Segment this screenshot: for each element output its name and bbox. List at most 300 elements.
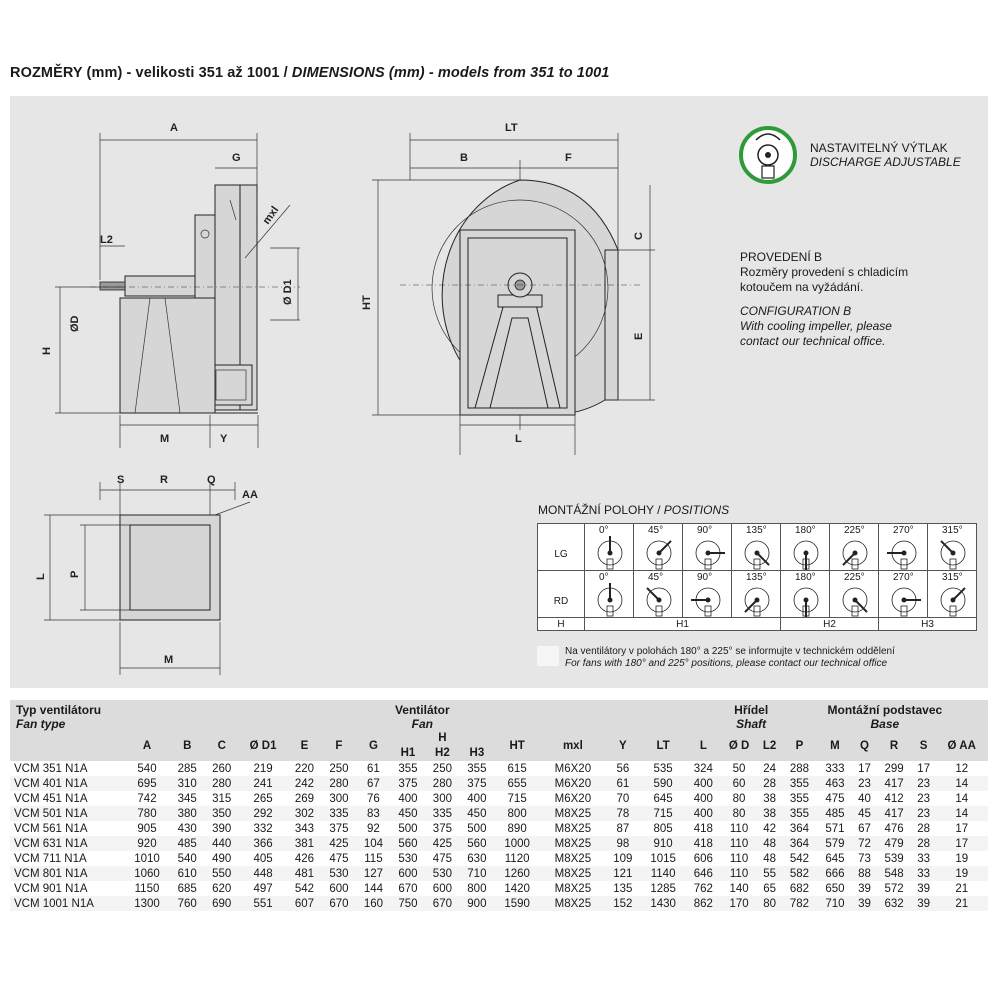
table-row <box>10 791 988 806</box>
table-cell: M8X25 <box>540 821 606 836</box>
table-cell: 355 <box>782 791 817 806</box>
table-cell: 1000 <box>494 836 540 851</box>
table-cell: 28 <box>912 836 936 851</box>
table-cell: M8X25 <box>540 866 606 881</box>
table-cell: 475 <box>817 791 852 806</box>
fan-type-cell: VCM 561 N1A <box>10 821 124 836</box>
col-G: G <box>356 731 390 761</box>
table-cell: 418 <box>686 836 720 851</box>
fan-type-cell: VCM 801 N1A <box>10 866 124 881</box>
table-cell: 67 <box>356 776 390 791</box>
table-cell: 115 <box>356 851 390 866</box>
table-cell: 762 <box>686 881 720 896</box>
table-cell: 335 <box>425 806 459 821</box>
table-cell: 140 <box>721 881 758 896</box>
table-cell: 670 <box>322 896 356 911</box>
table-cell: 890 <box>494 821 540 836</box>
table-cell: 280 <box>204 776 238 791</box>
col-H2: H2 <box>425 745 459 761</box>
fan-type-cell: VCM 501 N1A <box>10 806 124 821</box>
table-cell: 742 <box>124 791 170 806</box>
dimensions-table <box>10 700 988 911</box>
table-cell: 666 <box>817 866 852 881</box>
table-cell: 39 <box>912 881 936 896</box>
positions-note: Na ventilátory v polohách 180° a 225° se informujte v technickém oddělení For fans with 180° and 225° positions, please contact our technical office <box>565 646 895 669</box>
table-cell: 1285 <box>640 881 686 896</box>
row-label-lg: LG <box>538 524 585 571</box>
header-base: Montážní podstavec Base <box>782 700 988 731</box>
table-cell: 715 <box>494 791 540 806</box>
table-cell: 500 <box>460 821 494 836</box>
table-cell: 463 <box>817 776 852 791</box>
config-title-en: CONFIGURATION B <box>740 304 852 318</box>
pos-rd-0: 0° <box>585 571 634 618</box>
table-cell: 1150 <box>124 881 170 896</box>
side-view-drawing <box>41 122 300 448</box>
table-cell: 710 <box>460 866 494 881</box>
table-cell: 1120 <box>494 851 540 866</box>
table-cell: 14 <box>935 791 988 806</box>
table-cell: 375 <box>425 821 459 836</box>
table-cell: M8X25 <box>540 806 606 821</box>
table-cell: 540 <box>170 851 204 866</box>
table-cell: 710 <box>817 896 852 911</box>
table-cell: 72 <box>853 836 877 851</box>
table-cell: 315 <box>204 791 238 806</box>
table-cell: 542 <box>782 851 817 866</box>
table-cell: 481 <box>287 866 321 881</box>
table-cell: 50 <box>721 761 758 776</box>
table-cell: 1430 <box>640 896 686 911</box>
table-cell: 910 <box>640 836 686 851</box>
col-B: B <box>170 731 204 761</box>
table-cell: 632 <box>876 896 911 911</box>
table-cell: 67 <box>853 821 877 836</box>
col-F: F <box>322 731 356 761</box>
front-view-drawing <box>361 122 655 455</box>
col-HT: HT <box>494 731 540 761</box>
badge-text-cz: NASTAVITELNÝ VÝTLAK <box>810 141 948 155</box>
config-text-en-2: contact our technical office. <box>740 334 886 348</box>
table-cell: 440 <box>204 836 238 851</box>
table-cell: 450 <box>391 806 425 821</box>
note-box <box>537 646 559 666</box>
table-cell: 551 <box>239 896 287 911</box>
pos-rd-45: 45° <box>634 571 683 618</box>
fan-type-cell: VCM 451 N1A <box>10 791 124 806</box>
table-cell: 241 <box>239 776 287 791</box>
table-cell: 78 <box>606 806 640 821</box>
col-H1: H1 <box>391 745 425 761</box>
table-cell: M8X25 <box>540 881 606 896</box>
table-cell: 490 <box>204 851 238 866</box>
table-cell: 630 <box>460 851 494 866</box>
table-cell: 333 <box>817 761 852 776</box>
table-cell: 332 <box>239 821 287 836</box>
col-Y: Y <box>606 731 640 761</box>
table-cell: 650 <box>817 881 852 896</box>
table-cell: 343 <box>287 821 321 836</box>
table-cell: 12 <box>935 761 988 776</box>
label-D: ØD <box>69 315 81 332</box>
table-cell: 485 <box>170 836 204 851</box>
label-C: C <box>633 232 645 240</box>
table-cell: 417 <box>876 806 911 821</box>
fan-type-cell: VCM 1001 N1A <box>10 896 124 911</box>
label-M-side: M <box>160 433 170 445</box>
table-cell: 110 <box>721 836 758 851</box>
configuration-note <box>740 250 908 349</box>
positions-title: MONTÁŽNÍ POLOHY / POSITIONS <box>538 503 730 517</box>
table-cell: 48 <box>758 851 782 866</box>
pos-lg-45: 45° <box>634 524 683 571</box>
label-LT: LT <box>505 122 518 134</box>
table-cell: M6X20 <box>540 761 606 776</box>
table-row <box>10 821 988 836</box>
table-cell: 76 <box>356 791 390 806</box>
col-H-group: H <box>391 731 494 745</box>
col-H3: H3 <box>460 745 494 761</box>
table-cell: 572 <box>876 881 911 896</box>
table-cell: 1260 <box>494 866 540 881</box>
table-cell: 250 <box>322 761 356 776</box>
table-cell: 23 <box>853 776 877 791</box>
col-Q: Q <box>853 731 877 761</box>
table-cell: 17 <box>935 836 988 851</box>
table-cell: 355 <box>460 761 494 776</box>
table-cell: 19 <box>935 851 988 866</box>
table-cell: M8X25 <box>540 851 606 866</box>
table-cell: 750 <box>391 896 425 911</box>
label-P: P <box>69 570 81 578</box>
pos-lg-270: 270° <box>879 524 928 571</box>
pos-rd-90: 90° <box>683 571 732 618</box>
col-D: Ø D <box>721 731 758 761</box>
table-cell: 560 <box>391 836 425 851</box>
label-D1: Ø D1 <box>282 279 294 305</box>
col-LT: LT <box>640 731 686 761</box>
table-cell: 375 <box>322 821 356 836</box>
table-cell: 475 <box>425 851 459 866</box>
pos-rd-270: 270° <box>879 571 928 618</box>
label-H: H <box>41 347 53 355</box>
table-cell: 70 <box>606 791 640 806</box>
discharge-adjustable-icon <box>741 128 795 182</box>
table-cell: 109 <box>606 851 640 866</box>
pos-lg-135: 135° <box>732 524 781 571</box>
table-cell: 418 <box>686 821 720 836</box>
table-row <box>10 806 988 821</box>
table-cell: 560 <box>460 836 494 851</box>
table-cell: 65 <box>758 881 782 896</box>
table-cell: 670 <box>425 896 459 911</box>
table-cell: 45 <box>853 806 877 821</box>
table-cell: 800 <box>494 806 540 821</box>
table-cell: 1060 <box>124 866 170 881</box>
table-cell: 355 <box>391 761 425 776</box>
table-cell: 366 <box>239 836 287 851</box>
table-cell: 380 <box>170 806 204 821</box>
table-cell: 1140 <box>640 866 686 881</box>
table-cell: 905 <box>124 821 170 836</box>
table-cell: 900 <box>460 896 494 911</box>
table-cell: 479 <box>876 836 911 851</box>
table-cell: 862 <box>686 896 720 911</box>
table-cell: 40 <box>853 791 877 806</box>
table-cell: 540 <box>124 761 170 776</box>
table-row <box>10 761 988 776</box>
table-cell: 682 <box>782 881 817 896</box>
table-cell: 17 <box>935 821 988 836</box>
badge-text-en: DISCHARGE ADJUSTABLE <box>810 155 961 169</box>
table-cell: 28 <box>758 776 782 791</box>
table-cell: 87 <box>606 821 640 836</box>
label-L-front: L <box>515 433 522 445</box>
header-type: Typ ventilátoru Fan type <box>10 700 124 761</box>
col-A: A <box>124 731 170 761</box>
col-AA: Ø AA <box>935 731 988 761</box>
pos-rd-180: 180° <box>781 571 830 618</box>
table-cell: 530 <box>425 866 459 881</box>
table-cell: 430 <box>170 821 204 836</box>
table-cell: 23 <box>912 806 936 821</box>
table-cell: 571 <box>817 821 852 836</box>
table-cell: 500 <box>391 821 425 836</box>
table-cell: 310 <box>170 776 204 791</box>
table-cell: 73 <box>853 851 877 866</box>
table-cell: 56 <box>606 761 640 776</box>
label-S: S <box>117 474 125 486</box>
table-cell: 219 <box>239 761 287 776</box>
table-cell: 355 <box>782 776 817 791</box>
table-cell: 14 <box>935 806 988 821</box>
table-cell: 780 <box>124 806 170 821</box>
label-F: F <box>565 152 572 164</box>
fan-type-cell: VCM 631 N1A <box>10 836 124 851</box>
table-cell: 1420 <box>494 881 540 896</box>
group-h3: H3 <box>879 618 977 631</box>
pos-lg-90: 90° <box>683 524 732 571</box>
table-row <box>10 836 988 851</box>
table-cell: 475 <box>322 851 356 866</box>
table-cell: 14 <box>935 776 988 791</box>
table-cell: M6X20 <box>540 776 606 791</box>
table-cell: 17 <box>912 761 936 776</box>
table-row <box>10 851 988 866</box>
table-cell: 535 <box>640 761 686 776</box>
table-cell: 17 <box>853 761 877 776</box>
table-cell: 88 <box>853 866 877 881</box>
table-cell: 539 <box>876 851 911 866</box>
table-cell: 92 <box>356 821 390 836</box>
table-cell: 606 <box>686 851 720 866</box>
table-cell: 110 <box>721 821 758 836</box>
pos-rd-135: 135° <box>732 571 781 618</box>
config-text-en-1: With cooling impeller, please <box>740 319 892 333</box>
table-cell: 645 <box>640 791 686 806</box>
discharge-adjustable-label <box>810 141 961 169</box>
table-cell: 127 <box>356 866 390 881</box>
config-text-cz-2: kotoučem na vyžádání. <box>740 280 864 294</box>
table-row <box>10 881 988 896</box>
table-cell: 800 <box>460 881 494 896</box>
table-cell: 364 <box>782 821 817 836</box>
table-cell: 1590 <box>494 896 540 911</box>
table-cell: 645 <box>817 851 852 866</box>
table-cell: 607 <box>287 896 321 911</box>
table-cell: 695 <box>124 776 170 791</box>
dimensions-table-body <box>10 761 988 911</box>
table-cell: 110 <box>721 851 758 866</box>
table-row <box>10 776 988 791</box>
pos-lg-315: 315° <box>928 524 977 571</box>
table-cell: 690 <box>204 896 238 911</box>
table-cell: 110 <box>721 866 758 881</box>
table-cell: 242 <box>287 776 321 791</box>
table-row <box>10 896 988 911</box>
table-cell: 400 <box>686 806 720 821</box>
table-cell: 335 <box>322 806 356 821</box>
col-P: P <box>782 731 817 761</box>
col-C: C <box>204 731 238 761</box>
page-title: ROZMĚRY (mm) - velikosti 351 až 1001 / DIMENSIONS (mm) - models from 351 to 1001 <box>10 65 610 81</box>
label-B: B <box>460 152 468 164</box>
table-cell: 288 <box>782 761 817 776</box>
table-cell: 425 <box>425 836 459 851</box>
table-cell: 324 <box>686 761 720 776</box>
table-cell: 1015 <box>640 851 686 866</box>
table-cell: 805 <box>640 821 686 836</box>
label-HT: HT <box>361 295 373 310</box>
table-cell: 655 <box>494 776 540 791</box>
config-text-cz-1: Rozměry provedení s chladicím <box>740 265 909 279</box>
table-cell: 28 <box>912 821 936 836</box>
label-R: R <box>160 474 168 486</box>
table-cell: 21 <box>935 896 988 911</box>
table-cell: 48 <box>758 836 782 851</box>
col-S: S <box>912 731 936 761</box>
table-cell: 80 <box>758 896 782 911</box>
table-cell: 80 <box>721 806 758 821</box>
table-cell: 476 <box>876 821 911 836</box>
table-cell: 364 <box>782 836 817 851</box>
table-cell: 61 <box>356 761 390 776</box>
positions-table <box>537 523 977 631</box>
fan-type-cell: VCM 711 N1A <box>10 851 124 866</box>
label-Y: Y <box>220 433 228 445</box>
table-cell: 760 <box>170 896 204 911</box>
table-cell: 345 <box>170 791 204 806</box>
group-h2: H2 <box>781 618 879 631</box>
table-cell: 33 <box>912 866 936 881</box>
label-L-top: L <box>35 573 47 580</box>
table-cell: M8X25 <box>540 896 606 911</box>
table-cell: 292 <box>239 806 287 821</box>
col-D1: Ø D1 <box>239 731 287 761</box>
table-cell: 98 <box>606 836 640 851</box>
fan-type-cell: VCM 901 N1A <box>10 881 124 896</box>
table-cell: 400 <box>460 791 494 806</box>
table-cell: 280 <box>322 776 356 791</box>
table-cell: 55 <box>758 866 782 881</box>
label-mxl: mxl <box>260 204 282 227</box>
table-cell: 135 <box>606 881 640 896</box>
pos-lg-180: 180° <box>781 524 830 571</box>
table-cell: 782 <box>782 896 817 911</box>
table-cell: 250 <box>425 761 459 776</box>
config-title-cz: PROVEDENÍ B <box>740 250 823 264</box>
table-cell: 381 <box>287 836 321 851</box>
table-cell: 615 <box>494 761 540 776</box>
table-cell: 285 <box>170 761 204 776</box>
label-L2: L2 <box>100 234 113 246</box>
table-cell: 152 <box>606 896 640 911</box>
table-cell: 620 <box>204 881 238 896</box>
fan-type-cell: VCM 351 N1A <box>10 761 124 776</box>
table-cell: 448 <box>239 866 287 881</box>
top-view-drawing <box>35 474 258 675</box>
table-cell: 160 <box>356 896 390 911</box>
table-cell: 425 <box>322 836 356 851</box>
table-cell: 33 <box>912 851 936 866</box>
table-cell: 23 <box>912 791 936 806</box>
table-cell: 19 <box>935 866 988 881</box>
table-cell: 548 <box>876 866 911 881</box>
col-M: M <box>817 731 852 761</box>
table-cell: 610 <box>170 866 204 881</box>
table-cell: 417 <box>876 776 911 791</box>
table-cell: 375 <box>391 776 425 791</box>
table-cell: 670 <box>391 881 425 896</box>
table-cell: 582 <box>782 866 817 881</box>
table-row <box>10 866 988 881</box>
table-cell: 80 <box>721 791 758 806</box>
table-cell: 121 <box>606 866 640 881</box>
col-E: E <box>287 731 321 761</box>
table-cell: 60 <box>721 776 758 791</box>
col-R: R <box>876 731 911 761</box>
table-cell: 485 <box>817 806 852 821</box>
table-cell: 24 <box>758 761 782 776</box>
table-cell: 600 <box>322 881 356 896</box>
table-cell: M6X20 <box>540 791 606 806</box>
table-cell: 685 <box>170 881 204 896</box>
pos-rd-315: 315° <box>928 571 977 618</box>
table-cell: 144 <box>356 881 390 896</box>
table-cell: 579 <box>817 836 852 851</box>
table-cell: 39 <box>912 896 936 911</box>
table-cell: 21 <box>935 881 988 896</box>
table-cell: 300 <box>322 791 356 806</box>
table-cell: 715 <box>640 806 686 821</box>
table-cell: 265 <box>239 791 287 806</box>
table-cell: 280 <box>425 776 459 791</box>
table-cell: 302 <box>287 806 321 821</box>
table-cell: 220 <box>287 761 321 776</box>
group-h: H <box>538 618 585 631</box>
table-cell: 83 <box>356 806 390 821</box>
label-E: E <box>633 332 645 340</box>
table-cell: 400 <box>391 791 425 806</box>
table-cell: 61 <box>606 776 640 791</box>
table-cell: 355 <box>782 806 817 821</box>
table-cell: 600 <box>425 881 459 896</box>
table-cell: 38 <box>758 791 782 806</box>
fan-type-cell: VCM 401 N1A <box>10 776 124 791</box>
table-cell: 920 <box>124 836 170 851</box>
table-cell: 1300 <box>124 896 170 911</box>
table-cell: 38 <box>758 806 782 821</box>
